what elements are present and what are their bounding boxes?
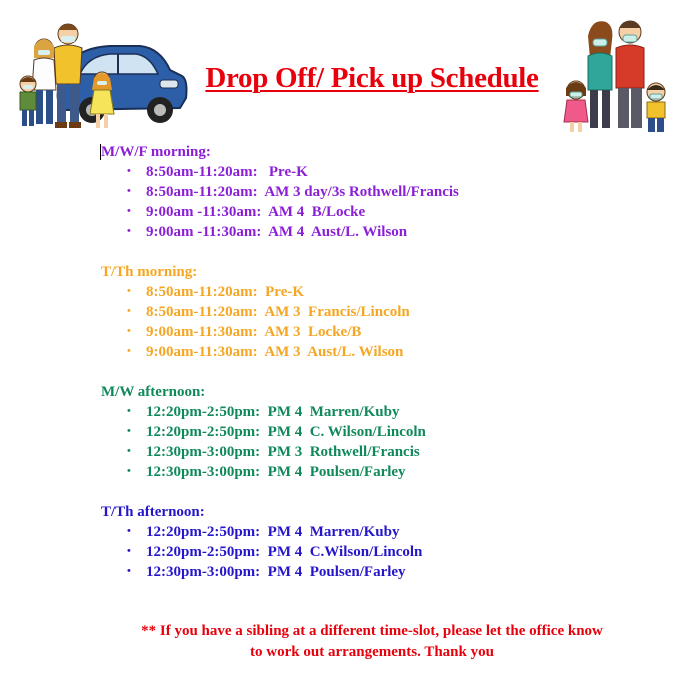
section-heading-text: M/W/F morning:: [101, 144, 211, 160]
schedule-list: [101, 282, 410, 362]
schedule-item-text: 8:50am-11:20am: AM 3 Francis/Lincoln: [146, 304, 410, 320]
schedule-item: [101, 162, 459, 182]
bullet-icon: •: [127, 205, 131, 217]
schedule-item-text: 8:50am-11:20am: Pre-K: [146, 284, 305, 300]
schedule-item-text: 8:50am-11:20am: Pre-K: [146, 164, 308, 180]
schedule-item: [101, 422, 426, 442]
schedule-item: [101, 282, 410, 302]
schedule-item-text: 12:20pm-2:50pm: PM 4 C. Wilson/Lincoln: [146, 424, 426, 440]
schedule-item-text: 12:20pm-2:50pm: PM 4 Marren/Kuby: [146, 524, 400, 540]
bullet-icon: •: [127, 445, 131, 457]
schedule-item-text: 12:20pm-2:50pm: PM 4 Marren/Kuby: [146, 404, 400, 420]
bullet-icon: •: [127, 525, 131, 537]
schedule-item-text: 9:00am -11:30am: AM 4 Aust/L. Wilson: [146, 224, 408, 240]
bullet-icon: •: [127, 305, 131, 317]
schedule-item: [101, 542, 422, 562]
footer-line: to work out arrangements. Thank you: [250, 644, 494, 660]
bullet-icon: •: [127, 565, 131, 577]
schedule-item-text: 9:00am-11:30am: AM 3 Locke/B: [146, 324, 362, 340]
page-title: Drop Off/ Pick up Schedule: [205, 62, 539, 94]
bullet-icon: •: [127, 545, 131, 557]
schedule-list: [101, 402, 426, 482]
schedule-item-text: 8:50am-11:20am: AM 3 day/3s Rothwell/Francis: [146, 184, 459, 200]
text-cursor: [100, 144, 101, 160]
schedule-item: [101, 562, 422, 582]
section-mwf-morning: [101, 142, 459, 242]
schedule-item-text: 9:00am -11:30am: AM 4 B/Locke: [146, 204, 366, 220]
footer-note: [96, 621, 648, 663]
schedule-item: [101, 442, 426, 462]
schedule-item: [101, 302, 410, 322]
bullet-icon: •: [127, 325, 131, 337]
bullet-icon: •: [127, 465, 131, 477]
bullet-icon: •: [127, 405, 131, 417]
section-heading: [101, 142, 459, 162]
schedule-item: [101, 402, 426, 422]
schedule-item-text: 9:00am-11:30am: AM 3 Aust/L. Wilson: [146, 344, 404, 360]
schedule-item: [101, 522, 422, 542]
masked-family-illustration: [562, 14, 674, 136]
bullet-icon: •: [127, 285, 131, 297]
footer-line: ** If you have a sibling at a different time-slot, please let the office know: [141, 623, 603, 639]
bullet-icon: •: [127, 225, 131, 237]
schedule-item-text: 12:20pm-2:50pm: PM 4 C.Wilson/Lincoln: [146, 544, 423, 560]
section-heading: T/Th morning:: [101, 264, 198, 280]
section-tth-morning: [101, 262, 410, 362]
bullet-icon: •: [127, 425, 131, 437]
schedule-list: [101, 522, 422, 582]
family-with-car-illustration: [10, 18, 192, 136]
schedule-list: [101, 162, 459, 242]
section-mw-afternoon: [101, 382, 426, 482]
schedule-item: [101, 222, 459, 242]
schedule-item-text: 12:30pm-3:00pm: PM 4 Poulsen/Farley: [146, 564, 406, 580]
schedule-item-text: 12:30pm-3:00pm: PM 3 Rothwell/Francis: [146, 444, 420, 460]
schedule-item: [101, 462, 426, 482]
bullet-icon: •: [127, 345, 131, 357]
section-heading: T/Th afternoon:: [101, 504, 205, 520]
section-heading: M/W afternoon:: [101, 384, 206, 400]
schedule-item-text: 12:30pm-3:00pm: PM 4 Poulsen/Farley: [146, 464, 406, 480]
schedule-item: [101, 182, 459, 202]
bullet-icon: •: [127, 165, 131, 177]
section-tth-afternoon: [101, 502, 422, 582]
schedule-item: [101, 202, 459, 222]
bullet-icon: •: [127, 185, 131, 197]
schedule-item: [101, 322, 410, 342]
schedule-item: [101, 342, 410, 362]
